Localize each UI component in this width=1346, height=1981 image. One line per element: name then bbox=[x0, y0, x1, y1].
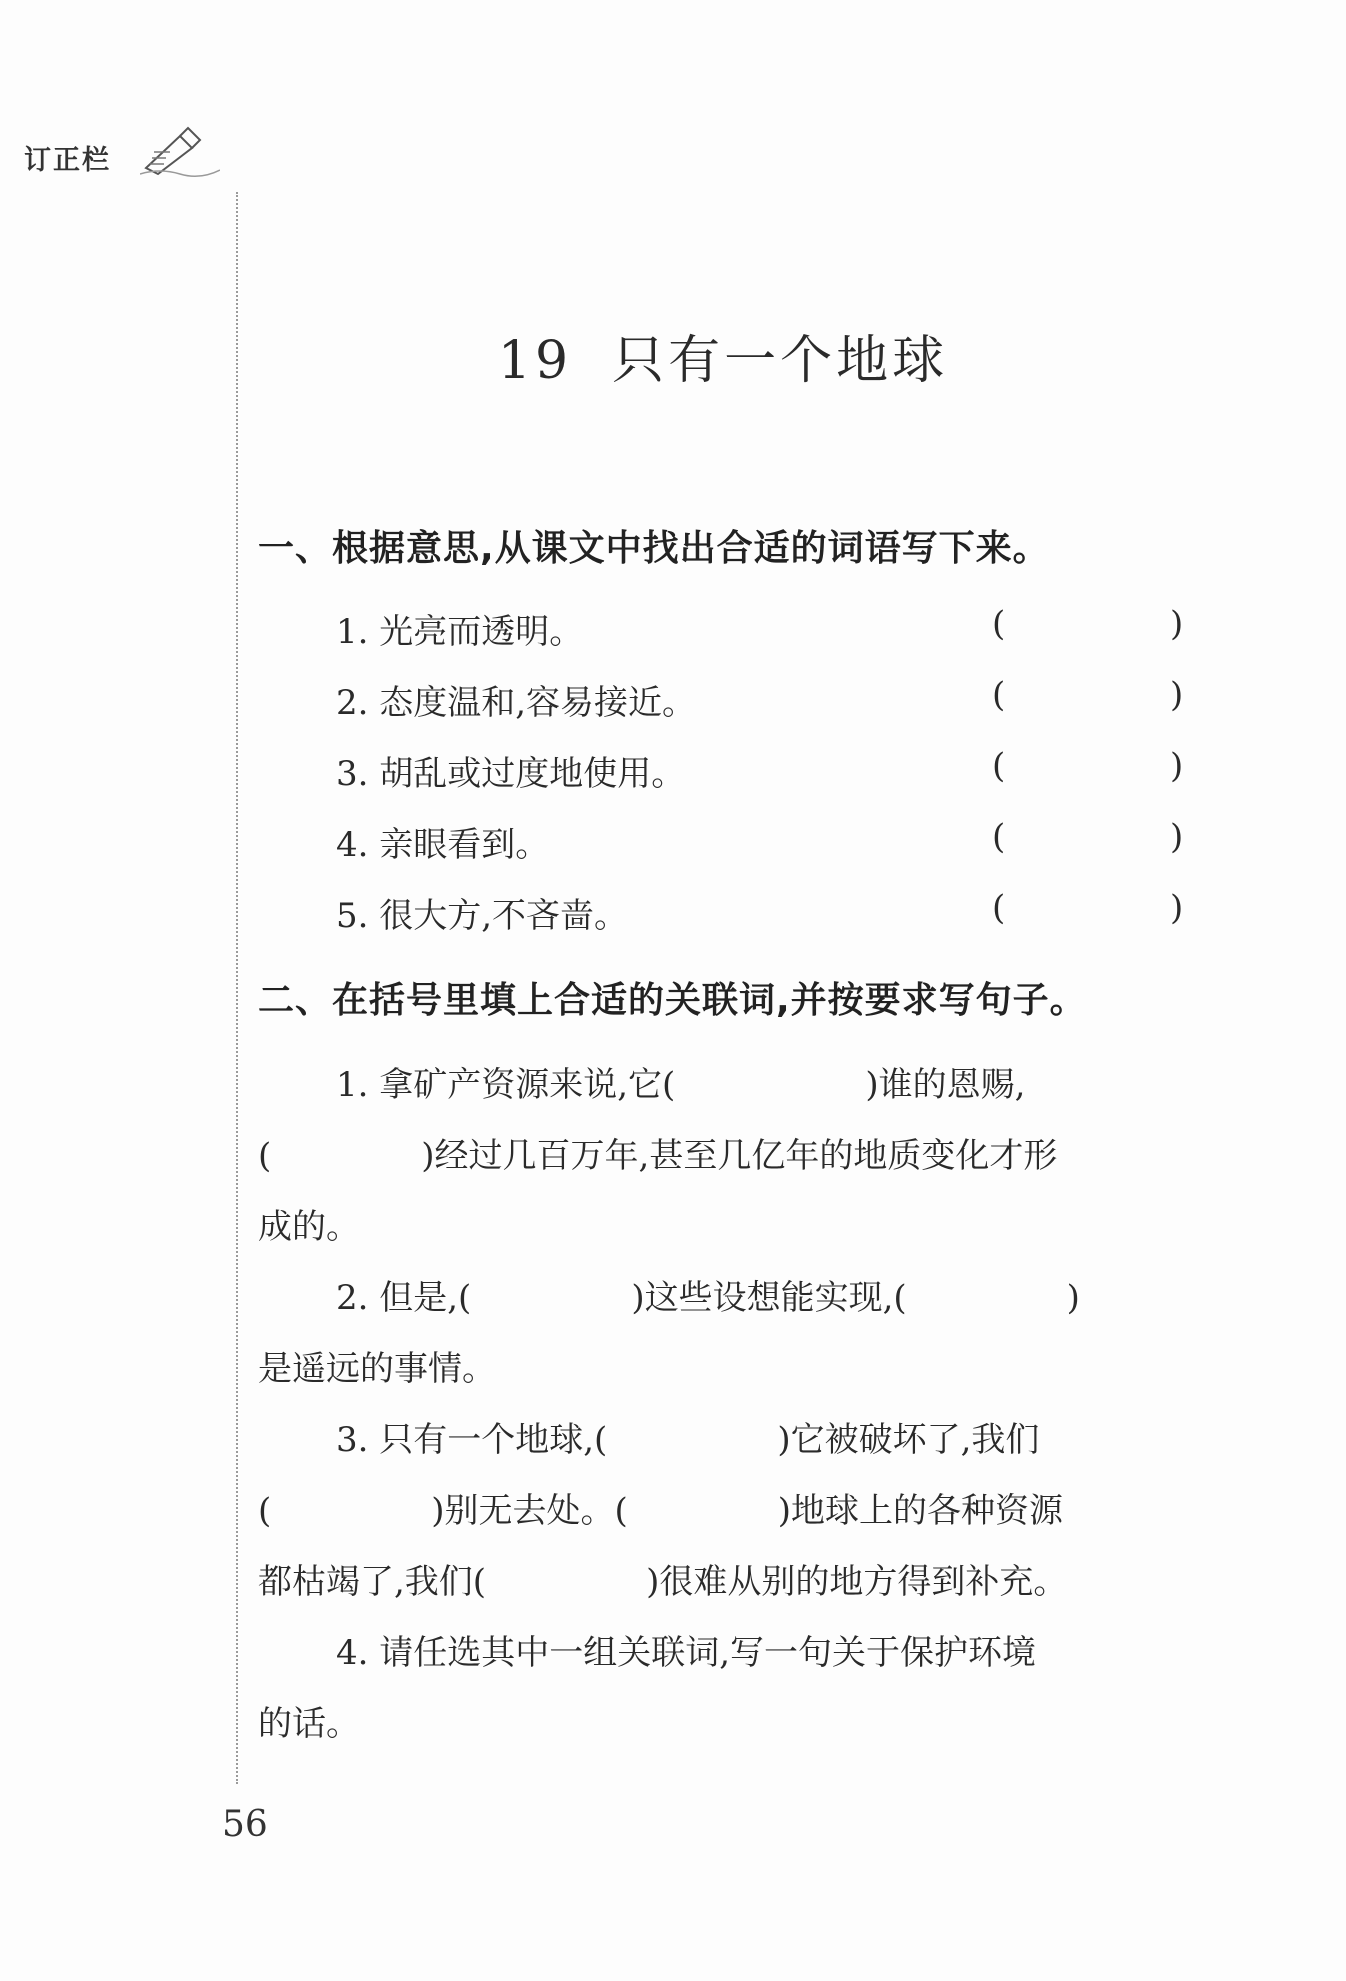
q2-part-c: ) bbox=[1066, 1278, 1080, 1318]
q2-part-a: 2. 但是,( bbox=[336, 1278, 472, 1318]
q2-part-d: 是遥远的事情。 bbox=[258, 1349, 496, 1389]
correction-column-divider bbox=[236, 192, 238, 1784]
q1-part-d: )经过几百万年,甚至几亿年的地质变化才形 bbox=[421, 1136, 1058, 1176]
item-text: 1. 光亮而透明。 bbox=[336, 612, 584, 652]
answer-bracket-close: ) bbox=[1170, 675, 1184, 715]
q4-part-a: 4. 请任选其中一组关联词,写一句关于保护环境 bbox=[336, 1633, 1037, 1673]
section-1-item-5 bbox=[336, 888, 1186, 938]
q3-part-a: 3. 只有一个地球,( bbox=[336, 1420, 608, 1460]
pencil-icon bbox=[140, 118, 220, 178]
answer-bracket-open: ( bbox=[992, 888, 1006, 928]
q1-part-e: 成的。 bbox=[258, 1207, 360, 1247]
q3-part-g: )很难从别的地方得到补充。 bbox=[646, 1562, 1068, 1602]
q2-part-b: )这些设想能实现,( bbox=[631, 1278, 907, 1318]
item-text: 2. 态度温和,容易接近。 bbox=[336, 683, 697, 723]
page-number: 56 bbox=[222, 1804, 268, 1845]
lesson-title bbox=[0, 318, 1346, 393]
answer-bracket-close: ) bbox=[1170, 746, 1184, 786]
answer-bracket-close: ) bbox=[1170, 888, 1184, 928]
section-1-item-2 bbox=[336, 675, 1186, 725]
section-1-heading: 一、根据意思,从课文中找出合适的词语写下来。 bbox=[258, 528, 1050, 569]
answer-bracket-close: ) bbox=[1170, 817, 1184, 857]
q3-part-c: ( bbox=[258, 1491, 272, 1531]
section-2-question-2 bbox=[258, 1263, 1188, 1405]
answer-bracket-open: ( bbox=[992, 746, 1006, 786]
item-text: 3. 胡乱或过度地使用。 bbox=[336, 754, 686, 794]
q3-part-b: )它被破坏了,我们 bbox=[777, 1420, 1040, 1460]
answer-bracket-close: ) bbox=[1170, 604, 1184, 644]
q3-part-e: )地球上的各种资源 bbox=[777, 1491, 1064, 1531]
item-text: 4. 亲眼看到。 bbox=[336, 825, 550, 865]
item-text: 5. 很大方,不吝啬。 bbox=[336, 896, 629, 936]
correction-column-label: 订正栏 bbox=[24, 145, 111, 176]
section-1-item-1 bbox=[336, 604, 1186, 654]
q1-part-b: )谁的恩赐, bbox=[865, 1065, 1026, 1105]
section-1-item-4 bbox=[336, 817, 1186, 867]
section-1-item-3 bbox=[336, 746, 1186, 796]
answer-bracket-open: ( bbox=[992, 817, 1006, 857]
q3-part-d: )别无去处。( bbox=[431, 1491, 628, 1531]
section-2-question-3 bbox=[258, 1405, 1188, 1618]
q4-part-b: 的话。 bbox=[258, 1704, 360, 1744]
section-2-heading: 二、在括号里填上合适的关联词,并按要求写句子。 bbox=[258, 980, 1087, 1021]
answer-bracket-open: ( bbox=[992, 604, 1006, 644]
lesson-title-text: 只有一个地球 bbox=[612, 331, 949, 391]
q1-part-c: ( bbox=[258, 1136, 272, 1176]
lesson-number: 19 bbox=[497, 331, 573, 391]
q3-part-f: 都枯竭了,我们( bbox=[258, 1562, 487, 1602]
q1-part-a: 1. 拿矿产资源来说,它( bbox=[336, 1065, 676, 1105]
section-2-question-4 bbox=[258, 1618, 1188, 1760]
section-2-question-1 bbox=[258, 1050, 1188, 1263]
answer-bracket-open: ( bbox=[992, 675, 1006, 715]
